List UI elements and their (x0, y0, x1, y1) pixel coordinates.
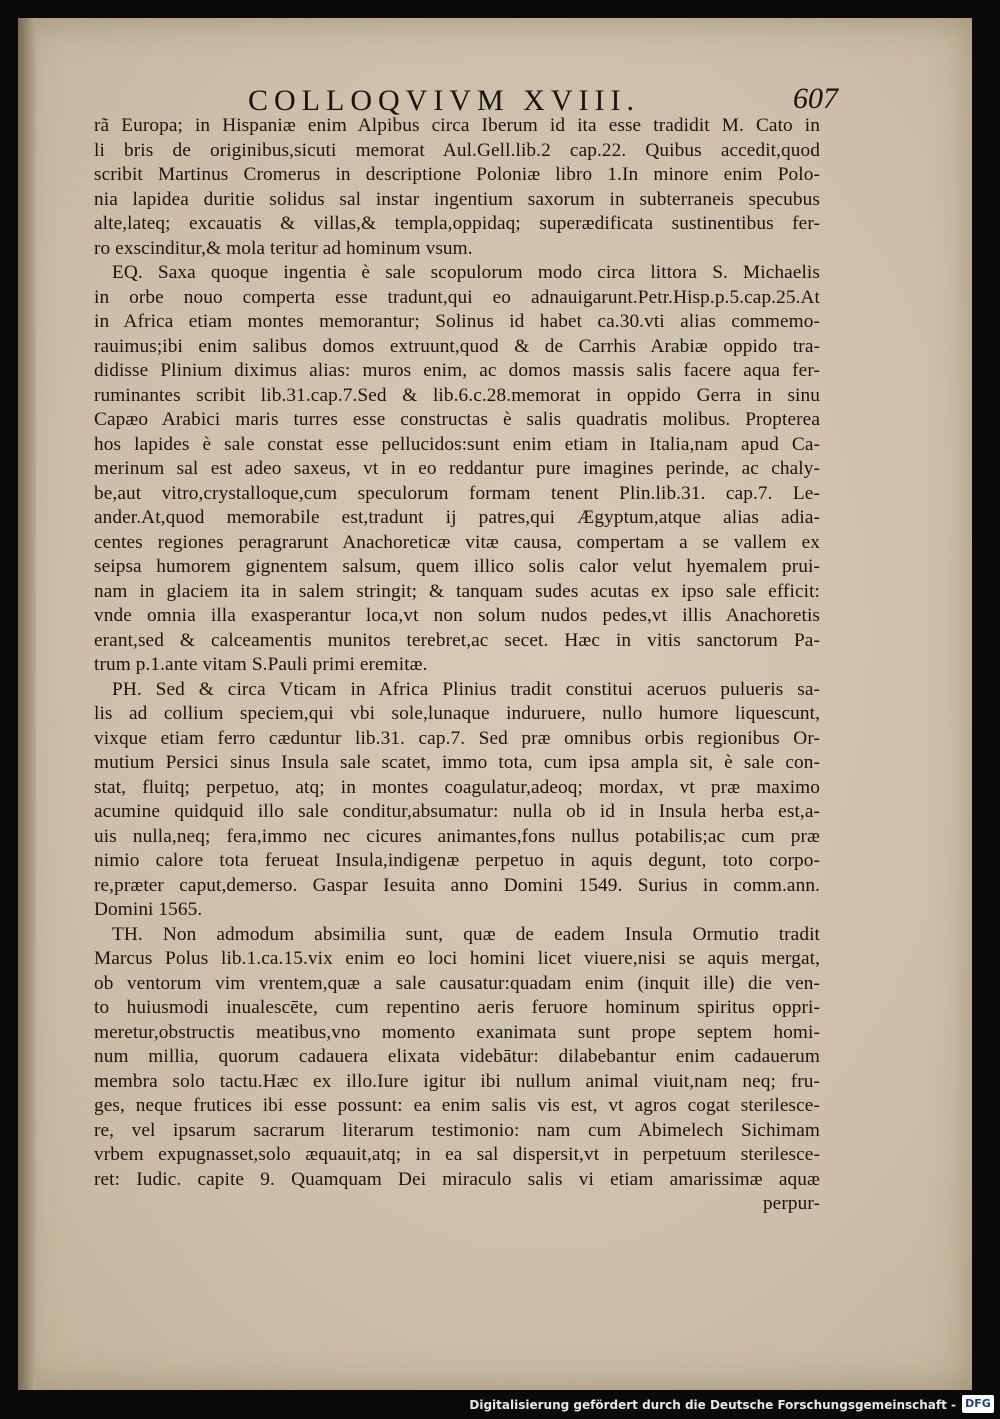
text-line: ruminantes scribit lib.31.cap.7.Sed & lib.6.c.28.memorat in oppido Gerra in sinu (94, 384, 820, 406)
text-line: ro exscinditur,& mola teritur ad hominum vsum. (94, 237, 473, 259)
text-line: rauimus;ibi enim salibus domos extruunt,quod & de Carrhis Arabiæ oppido tra- (94, 335, 820, 357)
text-line: re, vel ipsarum sacrarum literarum testimonio: nam cum Abimelech Sichimam (94, 1119, 820, 1141)
paragraph-start-line: PH. Sed & circa Vticam in Africa Plinius tradit constitui aceruos pulueris sa- (112, 678, 820, 700)
text-line: acumine quidquid illo sale conditur,absumatur: nulla ob id in Insula herba est,a- (94, 801, 820, 822)
text-line: ob ventorum vim vrentem,quæ a sale causatur:quadam enim (inquit ille) die ven- (94, 972, 820, 994)
paragraph-start-line: TH. Non admodum absimilia sunt, quæ de eadem Insula Ormutio tradit (112, 923, 820, 945)
text-line: vixque etiam ferro cæduntur lib.31. cap.7. Sed præ omnibus orbis regionibus Or- (94, 727, 820, 749)
text-line: alte,lateq; excauatis & villas,& templa,oppidaq; superædificata sustinentibus fer- (94, 213, 820, 234)
paragraph-start-line: EQ. Saxa quoque ingentia è sale scopulorum modo circa littora S. Michaelis (112, 262, 820, 283)
text-line: membra solo tactu.Hæc ex illo.Iure igitur ibi nullum animal viuit,nam neq; fru- (94, 1070, 820, 1092)
text-line: hos lapides è sale constat esse pellucidos:sunt enim etiam in Italia,nam apud Ca- (94, 433, 820, 455)
text-line: re,præter caput,demerso. Gaspar Iesuita anno Domini 1549. Surius in comm.ann. (94, 874, 820, 896)
text-line: in Africa etiam montes memorantur; Solinus id habet ca.30.vti alias commemo- (94, 311, 820, 332)
text-line: to huiusmodi inualescēte, cum repentino aeris feruore hominum spiritus oppri- (94, 997, 820, 1018)
text-line: num millia, quorum cadauera elixata videbātur: dilabebantur enim cadauerum (94, 1046, 820, 1067)
text-line: li bris de originibus,sicuti memorat Aul.Gell.lib.2 cap.22. Quibus accedit,quod (94, 139, 820, 161)
text-line: centes regiones peragrarunt Anachoreticæ vitæ causa, compertam a se vallem ex (94, 531, 820, 553)
text-line: uis nulla,neq; fera,immo nec cicures animantes,fons nullus potabilis;ac cum præ (94, 825, 820, 847)
text-line: ander.At,quod memorabile est,tradunt ij patres,qui Ægyptum,atque alias adia- (94, 507, 820, 528)
catchword: perpur- (762, 1193, 820, 1214)
page-gutter (18, 18, 36, 1390)
text-line: trum p.1.ante vitam S.Pauli primi eremitæ. (94, 654, 428, 675)
text-line: nam in glaciem ita in salem stringit; & tanquam sudes acutas ex ipso sale efficit: (94, 580, 820, 602)
running-title: COLLOQVIVM XVIII. (248, 84, 640, 117)
text-line: Capæo Arabici maris turres esse constructas è salis quadratis molibus. Propterea (94, 409, 820, 430)
text-line: be,aut vitro,crystalloque,cum speculorum formam tenent Plin.lib.31. cap.7. Le- (94, 482, 820, 504)
text-line: rã Europa; in Hispaniæ enim Alpibus circa Iberum id ita esse tradidit M. Cato in (94, 115, 820, 136)
text-line: nia lapidea duritie solidus sal instar ingentium saxorum in subterraneis specubus (94, 188, 820, 210)
text-line: erant,sed & calceamentis munitos terebret,ac secet. Hæc in vitis sanctorum Pa- (94, 629, 820, 651)
text-line: meretur,obstructis meatibus,vno momento exanimata sunt prope septem homi- (94, 1021, 820, 1043)
text-line: scribit Martinus Cromerus in descriptione Poloniæ libro 1.In minore enim Polo- (94, 164, 820, 185)
text-line: didisse Plinium diximus alias: muros enim, ac domos massis salis facere aqua fer- (94, 360, 820, 381)
text-line: lis ad collium speciem,qui vbi sole,lunaque induruere, nullo humore liquescunt, (94, 703, 820, 724)
text-line: nimio calore tota ferueat Insula,indigenæ perpetuo in aquis degunt, toto corpo- (94, 850, 820, 871)
text-line: in orbe nouo comperta esse tradunt,qui eo adnauigarunt.Petr.Hisp.p.5.cap.25.At (94, 286, 820, 308)
dfg-logo: DFG (962, 1395, 994, 1413)
text-line: ges, neque frutices ibi esse possunt: ea enim salis vis est, vt agros cogat sterilesce- (94, 1095, 820, 1116)
body-text (94, 114, 820, 1217)
text-line: mutium Persici sinus Insula sale scatet, immo tota, cum ipsa ampla sit, è sale con- (94, 752, 820, 773)
text-line: ret: Iudic. capite 9. Quamquam Dei miraculo salis vi etiam amarissimæ aquæ (94, 1168, 820, 1190)
text-line: vnde omnia illa exasperantur loca,vt non solum nudos pedes,vt illis Anachoretis (94, 605, 820, 626)
text-line: Marcus Polus lib.1.ca.15.vix enim eo loci homini licet viuere,nisi se aquis mergat, (94, 948, 820, 969)
text-line: vrbem expugnasset,solo æquauit,atq; in ea sal dispersit,vt in perpetuum sterilesce- (94, 1144, 820, 1165)
page-number: 607 (793, 82, 838, 115)
text-line: merinum sal est adeo saxeus, vt in eo reddantur pure imagines perinde, ac chaly- (94, 458, 820, 479)
funding-credit: Digitalisierung gefördert durch die Deutsche Forschungsgemeinschaft - (469, 1398, 956, 1412)
digitization-footer (0, 1390, 1000, 1419)
text-line: Domini 1565. (94, 899, 203, 920)
text-line: stat, fluitq; perpetuo, atq; in montes coagulatur,adeoq; mordax, vt præ maximo (94, 776, 820, 798)
text-line: seipsa humorem gignentem salsum, quem illico solis calor velut hyemalem prui- (94, 556, 820, 577)
